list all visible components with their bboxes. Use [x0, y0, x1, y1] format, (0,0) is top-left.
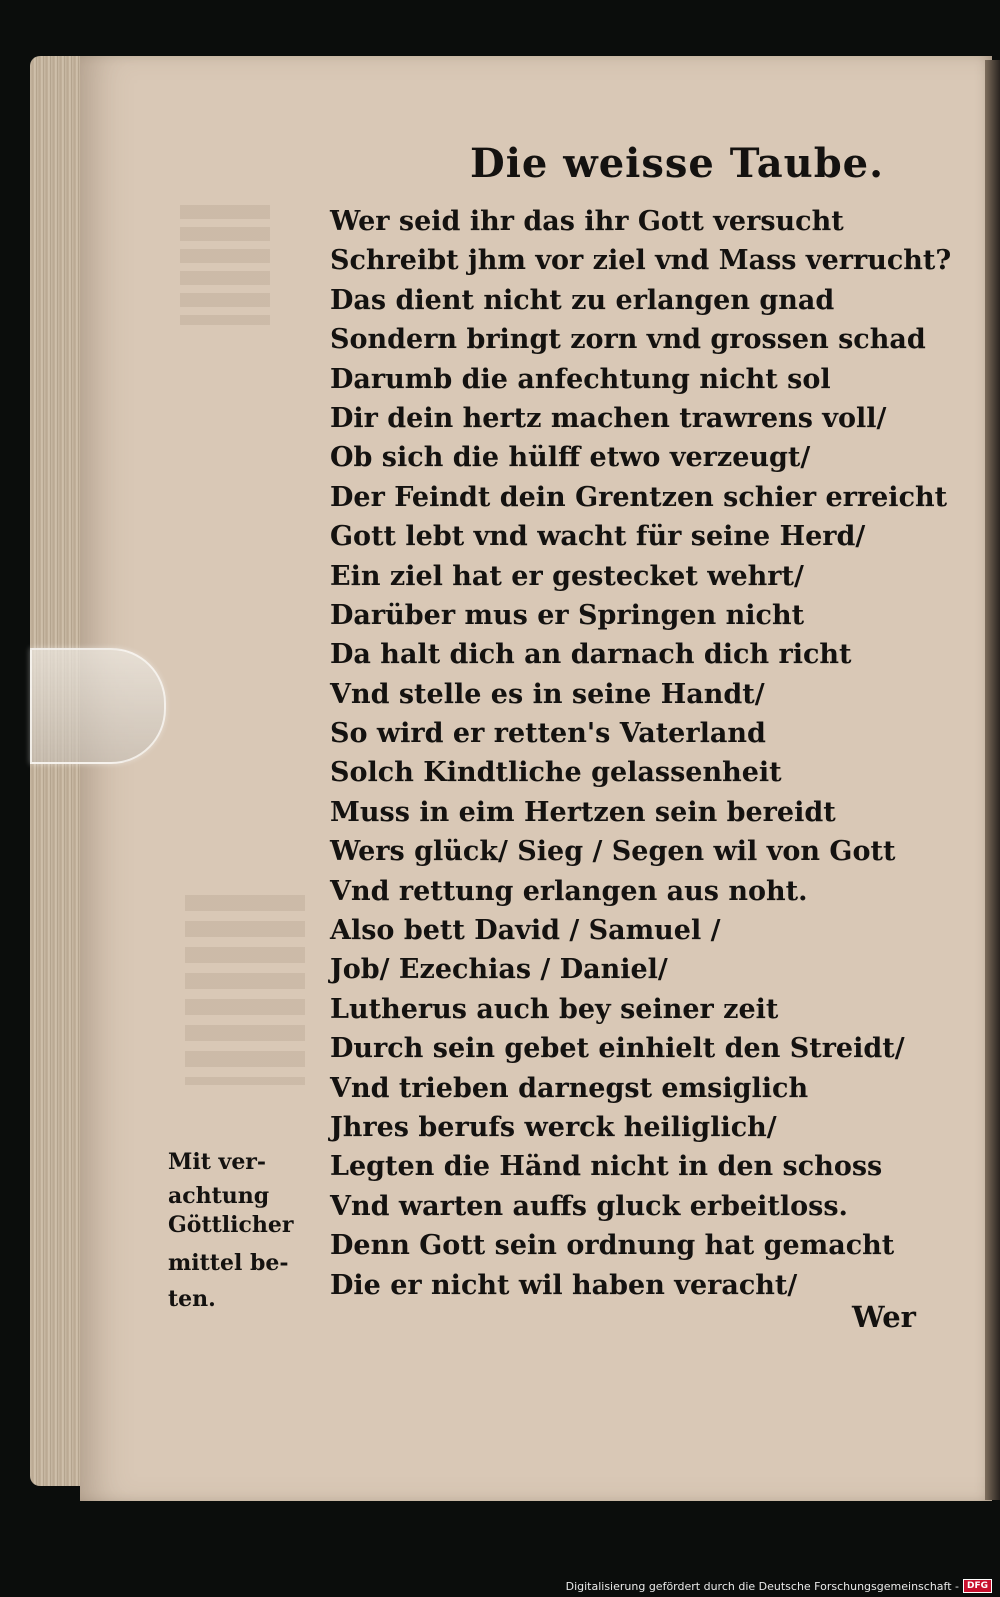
verse-line: Job/ Ezechias / Daniel/: [330, 954, 668, 986]
marginal-note-line: Mit ver-: [168, 1149, 267, 1175]
running-title: Die weisse Taube.: [470, 140, 885, 187]
verse-line: Also bett David / Samuel /: [330, 915, 721, 947]
verse-line: Legten die Händ nicht in den schoss: [330, 1151, 883, 1183]
verse-line: Das dient nicht zu erlangen gnad: [330, 284, 835, 316]
verse-line: So wird er retten's Vaterland: [330, 718, 766, 750]
verse-line: Schreibt jhm vor ziel vnd Mass verrucht?: [330, 245, 952, 277]
verse-line: Vnd trieben darnegst emsiglich: [330, 1072, 809, 1104]
verse-text-block: [330, 202, 952, 1305]
verse-line: Denn Gott sein ordnung hat gemacht: [330, 1230, 895, 1262]
marginal-note-line: mittel be-: [168, 1250, 289, 1276]
show-through-left-mid: [185, 895, 305, 1085]
verse-line: Dir dein hertz machen trawrens voll/: [330, 402, 887, 434]
verse-line: Gott lebt vnd wacht für seine Herd/: [330, 521, 866, 553]
verse-line: Vnd rettung erlangen aus noht.: [330, 875, 808, 907]
show-through-left-top: [180, 205, 270, 325]
verse-line: Solch Kindtliche gelassenheit: [330, 757, 782, 789]
verse-line: Der Feindt dein Grentzen schier erreicht: [330, 481, 948, 513]
verse-line: Ein ziel hat er gestecket wehrt/: [330, 560, 804, 592]
digitization-credit: [566, 1579, 992, 1593]
verse-line: Die er nicht wil haben veracht/: [330, 1269, 798, 1301]
verse-line: Darüber mus er Springen nicht: [330, 599, 805, 631]
dfg-logo-icon: DFG: [963, 1579, 992, 1593]
verse-line: Lutherus auch bey seiner zeit: [330, 993, 779, 1025]
verse-line: Da halt dich an darnach dich richt: [330, 639, 852, 671]
marginal-note-line: ten.: [168, 1286, 216, 1312]
page-clip: [30, 648, 166, 764]
book-gutter: [985, 60, 1000, 1500]
verse-line: Muss in eim Hertzen sein bereidt: [330, 796, 836, 828]
verse-line: Wers glück/ Sieg / Segen wil von Gott: [330, 836, 896, 868]
verse-line: Vnd warten auffs gluck erbeitloss.: [330, 1190, 848, 1222]
marginal-note-line: achtung: [168, 1183, 270, 1209]
verse-line: Ob sich die hülff etwo verzeugt/: [330, 442, 811, 474]
verse-line: Sondern bringt zorn vnd grossen schad: [330, 324, 926, 356]
verse-line: Jhres berufs werck heiliglich/: [330, 1111, 777, 1143]
verse-line: Vnd stelle es in seine Handt/: [330, 678, 765, 710]
catchword: Wer: [852, 1300, 916, 1334]
verse-line: Darumb die anfechtung nicht sol: [330, 363, 831, 395]
verse-line: Durch sein gebet einhielt den Streidt/: [330, 1033, 905, 1065]
verse-line: Wer seid ihr das ihr Gott versucht: [330, 206, 844, 237]
marginal-note-line: Göttlicher: [168, 1212, 294, 1238]
credit-text: Digitalisierung gefördert durch die Deutsche Forschungsgemeinschaft -: [565, 1579, 959, 1593]
marginal-note: [168, 1142, 328, 1312]
